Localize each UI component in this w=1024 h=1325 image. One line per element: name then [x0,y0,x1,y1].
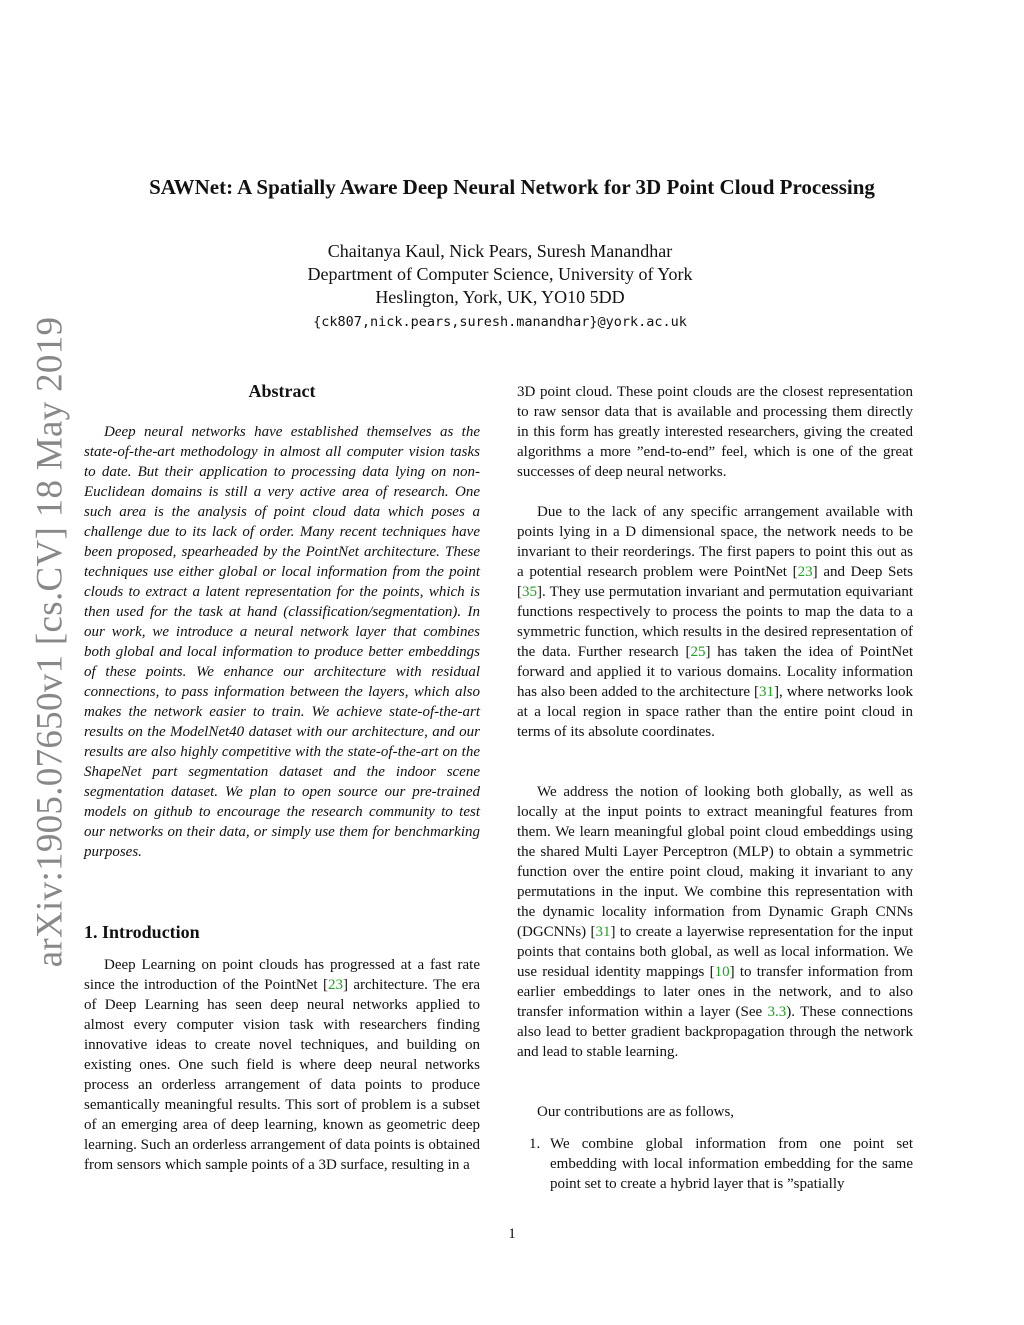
text-run: ] to transfer information from earlier embeddings to later ones in the network, and to also transfer information within a layer (See [517,964,913,1020]
text-run: ], where networks look at a local region in space rather than the entire point cloud in terms of its absolute coordinates. [517,684,913,740]
list-item-text: We combine global information from one point set embedding with local information embedding for the same point set to create a hybrid layer that is ”spatially [550,1136,913,1192]
text-run: We address the notion of looking both globally, as well as locally at the input points to extract meaningful features from them. We learn meaningful global point cloud embeddings using the shared Multi Layer Perceptron (MLP) to obtain a symmetric function over the entire point cloud, making it invariant to any permutations in the input. We combine this representation with the dynamic locality information from Dynamic Graph CNNs (DGCNNs) [ [517,784,913,940]
right-paragraph-2 [517,502,913,742]
citation-link[interactable]: 23 [797,564,813,580]
paper-title: SAWNet: A Spatially Aware Deep Neural Network for 3D Point Cloud Processing [149,175,875,199]
text-run: ] and Deep Sets [ [517,564,914,600]
citation-link[interactable]: 10 [714,964,730,980]
citation-link[interactable]: 31 [758,684,774,700]
author-email: {ck807,nick.pears,suresh.manandhar}@york.ac.uk [313,314,687,330]
contributions-list [517,1134,913,1194]
author-address: Heslington, York, UK, YO10 5DD [375,287,625,307]
text-run: Deep Learning on point clouds has progressed at a fast rate since the introduction of the PointNet [ [84,957,480,993]
abstract-text: Deep neural networks have established themselves as the state-of-the-art methodology in almost all computer vision tasks to date. But their application to processing data lying on non-Euclidean domains is still a very active area of research. One such area is the analysis of point cloud data which poses a challenge due to its lack of order. Many recent techniques have been proposed, spearheaded by the PointNet architecture. These techniques use either global or local information from the point clouds to extract a latent representation for the points, which is then used for the task at hand (classification/segmentation). In our work, we introduce a neural network layer that combines both global and local information to produce better embeddings of these points. We enhance our architecture with residual connections, to pass information between the layers, which also makes the network easier to train. We achieve state-of-the-art results on the ModelNet40 dataset with our architecture, and our results are also highly competitive with the state-of-the-art on the ShapeNet part segmentation dataset and the indoor scene segmentation dataset. We plan to open source our pre-trained models on github to encourage the research community to test our networks on their data, or simply use them for benchmarking purposes. [84,424,480,860]
author-department: Department of Computer Science, University of York [307,264,693,284]
page-number: 1 [508,1226,516,1242]
list-number: 1. [529,1136,541,1152]
citation-link[interactable]: 31 [595,924,611,940]
right-paragraph-3 [517,782,913,1062]
introduction-paragraph [84,955,480,1175]
text-run: ). These connections also lead to better gradient backpropagation through the network and lead to stable learning. [517,1004,913,1060]
author-names: Chaitanya Kaul, Nick Pears, Suresh Manandhar [327,241,673,261]
text-run: ]. They use permutation invariant and permutation equivariant functions respectively to process the points to map the data to a symmetric function, which results in the desired representation of the data. Further research [ [517,584,913,660]
text-run: ] has taken the idea of PointNet forward and applied it to various domains. Locality information has also been added to the architecture [ [517,644,913,700]
citation-link[interactable]: 25 [690,644,706,660]
list-item [517,1134,913,1194]
citation-link[interactable]: 23 [327,977,343,993]
right-paragraph-1: 3D point cloud. These point clouds are the closest representation to raw sensor data that is available and processing them directly in this form has greatly interested researchers, giving the created algorithms a more ”end-to-end” feel, which is one of the great successes of deep neural networks. [517,384,913,480]
introduction-heading: 1. Introduction [84,922,200,942]
section-link[interactable]: 3.3 [767,1004,787,1020]
citation-link[interactable]: 35 [522,584,537,600]
right-paragraph-4: Our contributions are as follows, [537,1104,735,1120]
abstract-heading: Abstract [248,381,316,401]
arxiv-stamp: arXiv:1905.07650v1 [cs.CV] 18 May 2019 [29,316,71,968]
author-block [200,240,800,335]
text-run: ] to create a layerwise representation for the input points that contains both global, as well as local information. We use residual identity mappings [ [517,924,913,980]
text-run: ] architecture. The era of Deep Learning has seen deep neural networks applied to almost every computer vision task with researchers finding innovative ideas to create novel techniques, and building on existing ones. One such field is where deep neural networks process an orderless arrangement of data points to produce semantically meaningful results. This sort of problem is a subset of an emerging area of deep learning, known as geometric deep learning. Such an orderless arrangement of data points is obtained from sensors which sample points of a 3D surface, resulting in a [84,977,481,1173]
text-run: Due to the lack of any specific arrangement available with points lying in a D dimensional space, the network needs to be invariant to their reorderings. The first papers to point this out as a potential research problem were PointNet [ [517,504,913,580]
